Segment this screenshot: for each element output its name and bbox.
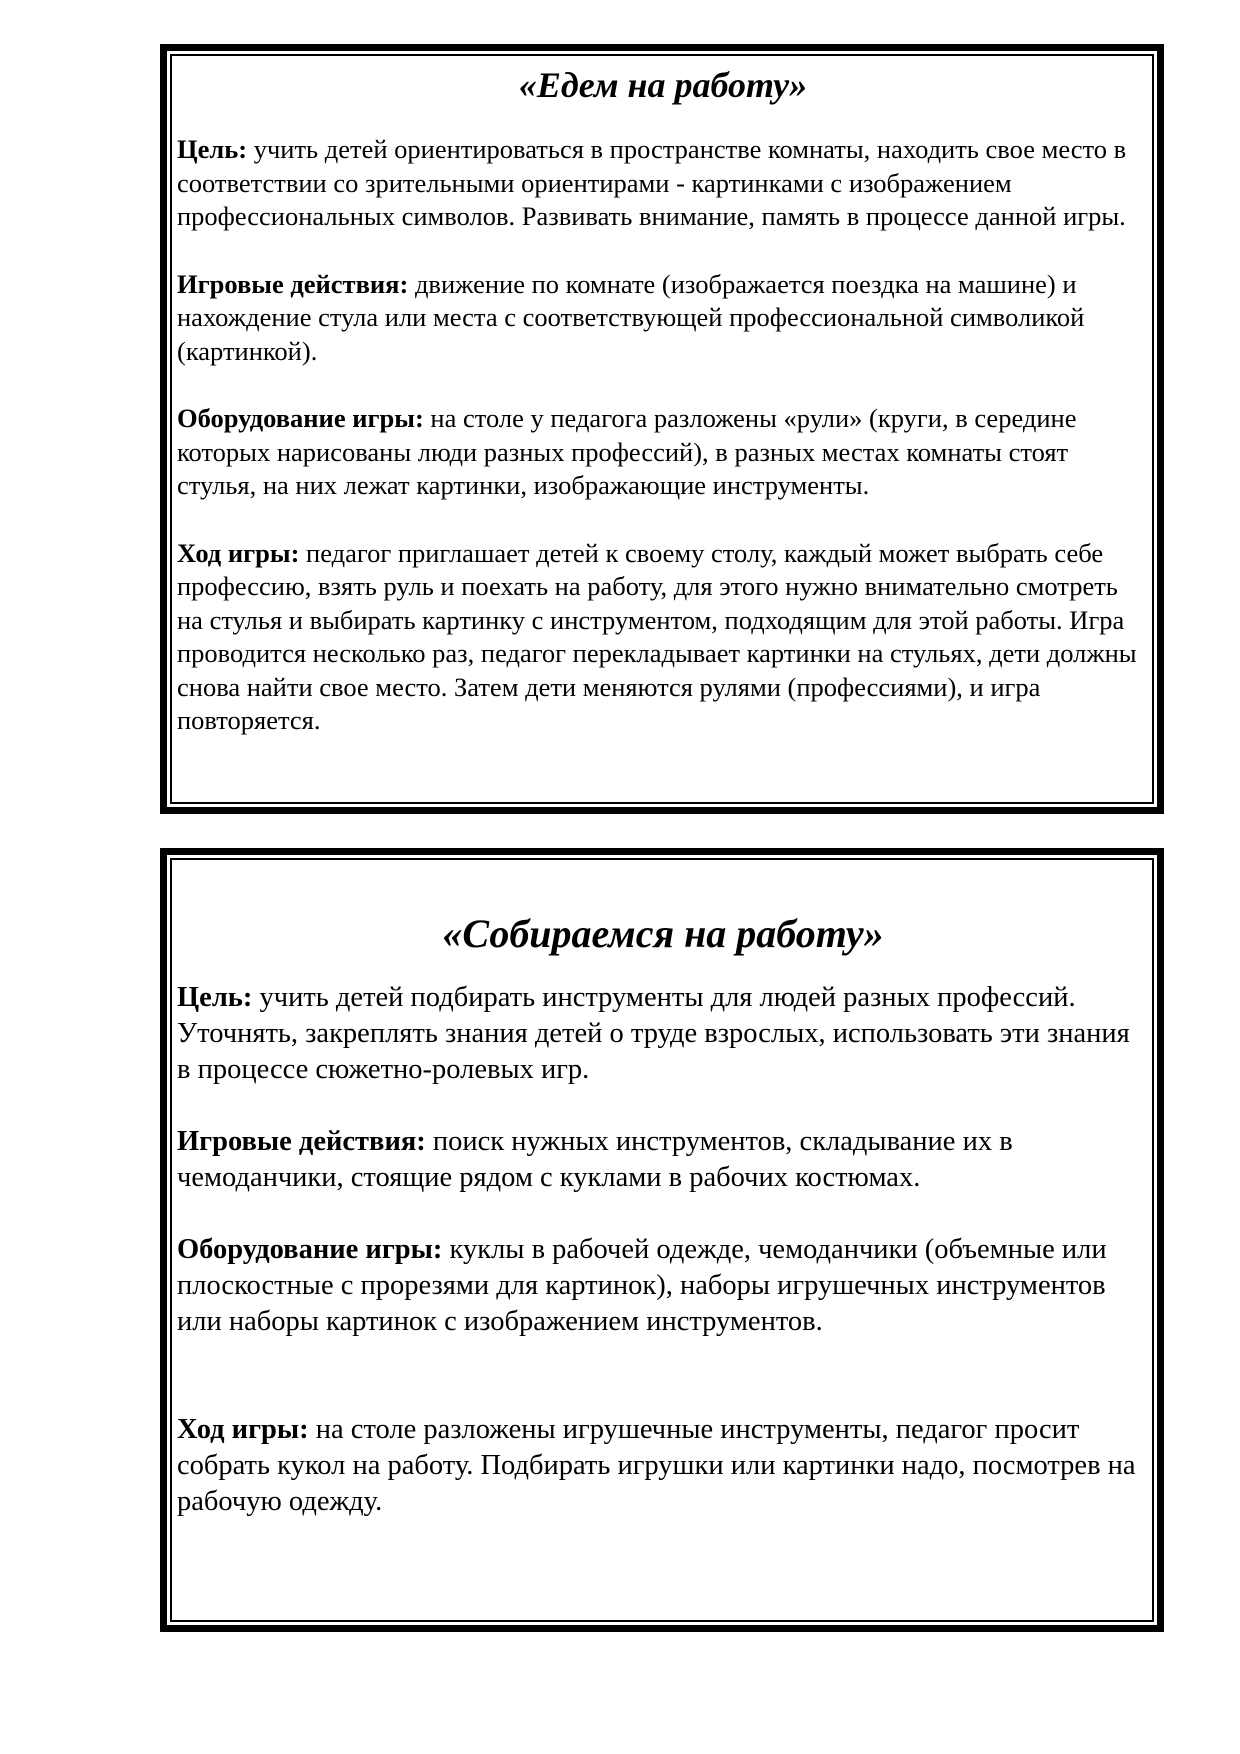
goal-text: учить детей ориентироваться в пространстве комнаты, находить свое место в соответствии со зрительными ориентирами - картинками с изображением профессиональных символов. Развивать внимание, память в процессе данной игры. [177,134,1127,231]
procedure-text: педагог приглашает детей к своему столу, каждый может выбрать себе профессию, взять руль и поехать на работу, для этого нужно внимательно смотреть на стулья и выбирать картинку с инструментом, подходящим для этой работы. Игра проводится несколько раз, педагог перекладывает картинки на стульях, дети должны снова найти свое место. Затем дети меняются рулями (профессиями), и игра повторяется. [177,537,1137,735]
game-card-2 [160,848,1164,1632]
equipment-text: на столе у педагога разложены «рули» (круги, в середине которых нарисованы люди разных профессий), в разных местах комнаты стоят стулья, на них лежат картинки, изображающие инструменты. [177,403,1077,500]
actions-text: движение по комнате (изображается поездка на машине) и нахождение стула или места с соответствующей профессиональной символикой (картинкой). [177,268,1085,366]
actions-text: поиск нужных инструментов, складывание их в чемоданчики, стоящие рядом с куклами в рабочих костюмах. [177,1126,1013,1193]
goal-paragraph [177,133,1149,234]
goal-label: Цель: [177,982,253,1013]
procedure-paragraph [177,1412,1149,1520]
actions-paragraph [177,1124,1149,1196]
goal-label: Цель: [177,134,248,164]
card-title: «Едем на работу» [518,65,808,105]
equipment-paragraph [177,1232,1149,1340]
game-card-1 [160,44,1164,814]
procedure-label: Ход игры: [177,1414,309,1445]
card-title: «Собираемся на работу» [442,911,884,956]
actions-paragraph [177,268,1149,369]
equipment-text: куклы в рабочей одежде, чемоданчики (объемные или плоскостные с прорезями для картинок), наборы игрушечных инструментов или наборы картинок с изображением инструментов. [177,1234,1107,1337]
equipment-paragraph [177,402,1149,503]
actions-label: Игровые действия: [177,1126,426,1157]
procedure-label: Ход игры: [177,537,300,568]
card-content [177,910,1149,1556]
equipment-label: Оборудование игры: [177,1234,443,1265]
equipment-label: Оборудование игры: [177,403,424,433]
procedure-text: на столе разложены игрушечные инструменты, педагог просит собрать кукол на работу. Подбирать игрушки или картинки надо, посмотрев на рабочую одежду. [177,1414,1136,1517]
procedure-paragraph [177,537,1149,738]
actions-label: Игровые действия: [177,268,409,299]
goal-paragraph [177,980,1149,1088]
card-content [177,63,1149,772]
goal-text: учить детей подбирать инструменты для людей разных профессий. Уточнять, закреплять знания детей о труде взрослых, использовать эти знания в процессе сюжетно-ролевых игр. [177,982,1130,1085]
